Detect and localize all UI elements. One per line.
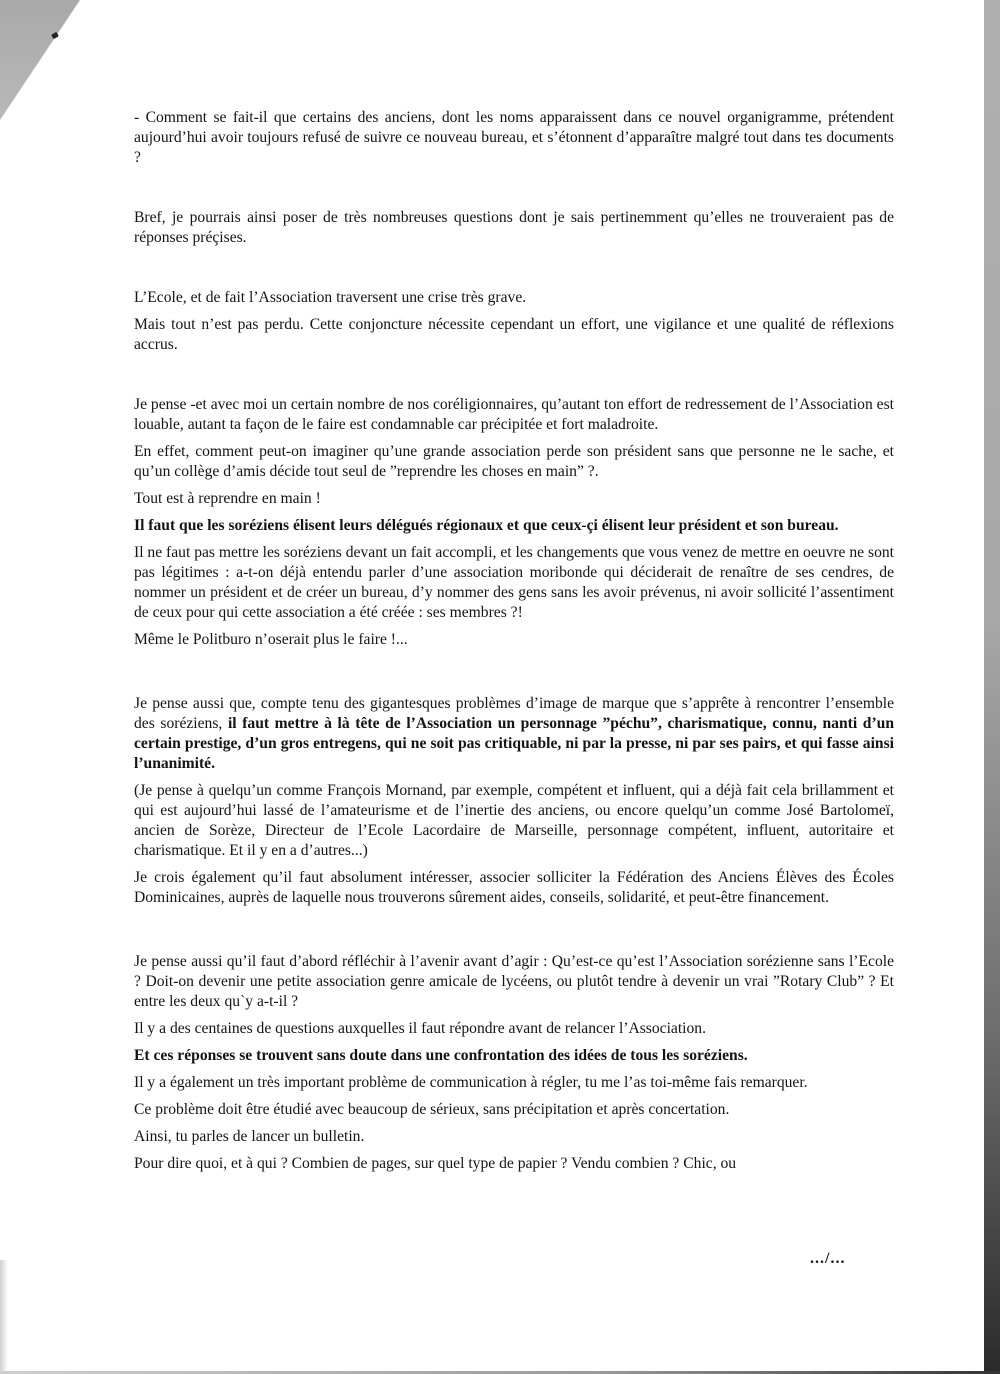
paragraph-federation: Je crois également qu’il faut absolument intéresser, associer solliciter la Fédération des Anciens Élèves des Écoles Dominicaines, auprès de laquelle nous trouverons sûrement aides, conseils, solidarité, et peut-être financement.	[134, 869, 894, 906]
paragraph-fait-accompli: Il ne faut pas mettre les soréziens devant un fait accompli, et les changements que vous venez de mettre en oeuvre ne sont pas légitimes : a-t-on déjà entendu parler d’une association moribonde qui déciderait de renaître de ses cendres, de nommer un président et de créer un bureau, d’y nommer des gens sans les avoir prévenus, ni avoir sollicité l’assentiment de ceux pour qui cette association a été créée : ses membres ?!	[134, 544, 894, 621]
page-corner-shadow	[0, 0, 80, 120]
paragraph-avenir: Je pense aussi qu’il faut d’abord réfléchir à l’avenir avant d’agir : Qu’est-ce qu’est l’Association sorézienne sans l’Ecole ? Doit-on devenir une petite association genre amicale de lycéens, ou plutôt tendre à devenir un vrai ”Rotary Club” ? Et entre les deux qu`y a-t-il ?	[134, 953, 894, 1010]
paragraph-confrontation: Et ces réponses se trouvent sans doute dans une confrontation des idées de tous les soréziens.	[134, 1047, 748, 1064]
scan-edge-left	[0, 1260, 8, 1374]
paragraph-exemples: (Je pense à quelqu’un comme François Mornand, par exemple, compétent et influent, qui a déjà fait cela brillamment et qui est aujourd’hui lassé de l’amateurisme et de l’inertie des anciens, ou encore quelqu’un comme José Bartolomeï, ancien de Sorèze, Directeur de l’Ecole Lacordaire de Marseille, personnage compétent, influent, autoritaire et charismatique. Et il y en a d’autres...)	[134, 782, 894, 859]
paragraph-crise: L’Ecole, et de fait l’Association traversent une crise très grave.	[134, 289, 527, 306]
continuation-mark: .../...	[810, 1250, 846, 1267]
paragraph-pour-dire-quoi: Pour dire quoi, et à qui ? Combien de pages, sur quel type de papier ? Vendu combien ? Chic, ou	[134, 1155, 737, 1172]
paragraph-pas-perdu: Mais tout n’est pas perdu. Cette conjoncture nécessite cependant un effort, une vigilance et une qualité de réflexions accrus.	[134, 316, 894, 353]
paragraph-image-de-marque	[134, 694, 894, 774]
paragraph-questions: Il y a des centaines de questions auxquelles il faut répondre avant de relancer l’Association.	[134, 1020, 706, 1037]
paragraph-en-effet: En effet, comment peut-on imaginer qu’une grande association perde son président sans que personne ne le sache, et qu’un collège d’amis décide tout seul de ”reprendre les choses en main” ?.	[134, 443, 894, 480]
paragraph-politburo: Même le Politburo n’oserait plus le faire !...	[134, 631, 408, 648]
letter-body	[134, 108, 894, 1174]
paragraph-tout-reprendre: Tout est à reprendre en main !	[134, 490, 321, 507]
paragraph-question: - Comment se fait-il que certains des anciens, dont les noms apparaissent dans ce nouvel organigramme, prétendent aujourd’hui avoir toujours refusé de suivre ce nouveau bureau, et s’étonnent d’apparaître malgré tout dans tes documents ?	[134, 109, 894, 166]
paragraph-bulletin: Ainsi, tu parles de lancer un bulletin.	[134, 1128, 365, 1145]
paragraph-elections: Il faut que les soréziens élisent leurs délégués régionaux et que ceux-çi élisent leur président et son bureau.	[134, 517, 839, 534]
scan-edge-right	[984, 0, 1000, 1374]
paragraph-bref: Bref, je pourrais ainsi poser de très nombreuses questions dont je sais pertinemment qu’elles ne trouveraient pas de réponses préçises.	[134, 209, 894, 246]
paragraph-image-de-marque-emphasis: il faut mettre à là tête de l’Association un personnage ”péchu”, charismatique, connu, nanti d’un certain prestige, d’un gros entregens, qui ne soit pas critiquable, ni par la presse, ni par ses pairs, et qui fasse ainsi l’unanimité.	[134, 715, 894, 772]
paragraph-je-pense: Je pense -et avec moi un certain nombre de nos coréligionnaires, qu’autant ton effort de redressement de l’Association est louable, autant ta façon de le faire est condamnable car précipitée et fort maladroite.	[134, 396, 894, 433]
paragraph-image-de-marque-lead: Je pense aussi que, compte tenu des gigantesques problèmes d’image de marque que s’apprête à rencontrer l’ensemble des soréziens,	[134, 695, 894, 732]
paragraph-communication: Il y a également un très important problème de communication à régler, tu me l’as toi-même fais remarquer.	[134, 1074, 808, 1091]
paragraph-serieux: Ce problème doit être étudié avec beaucoup de sérieux, sans précipitation et après concertation.	[134, 1101, 730, 1118]
